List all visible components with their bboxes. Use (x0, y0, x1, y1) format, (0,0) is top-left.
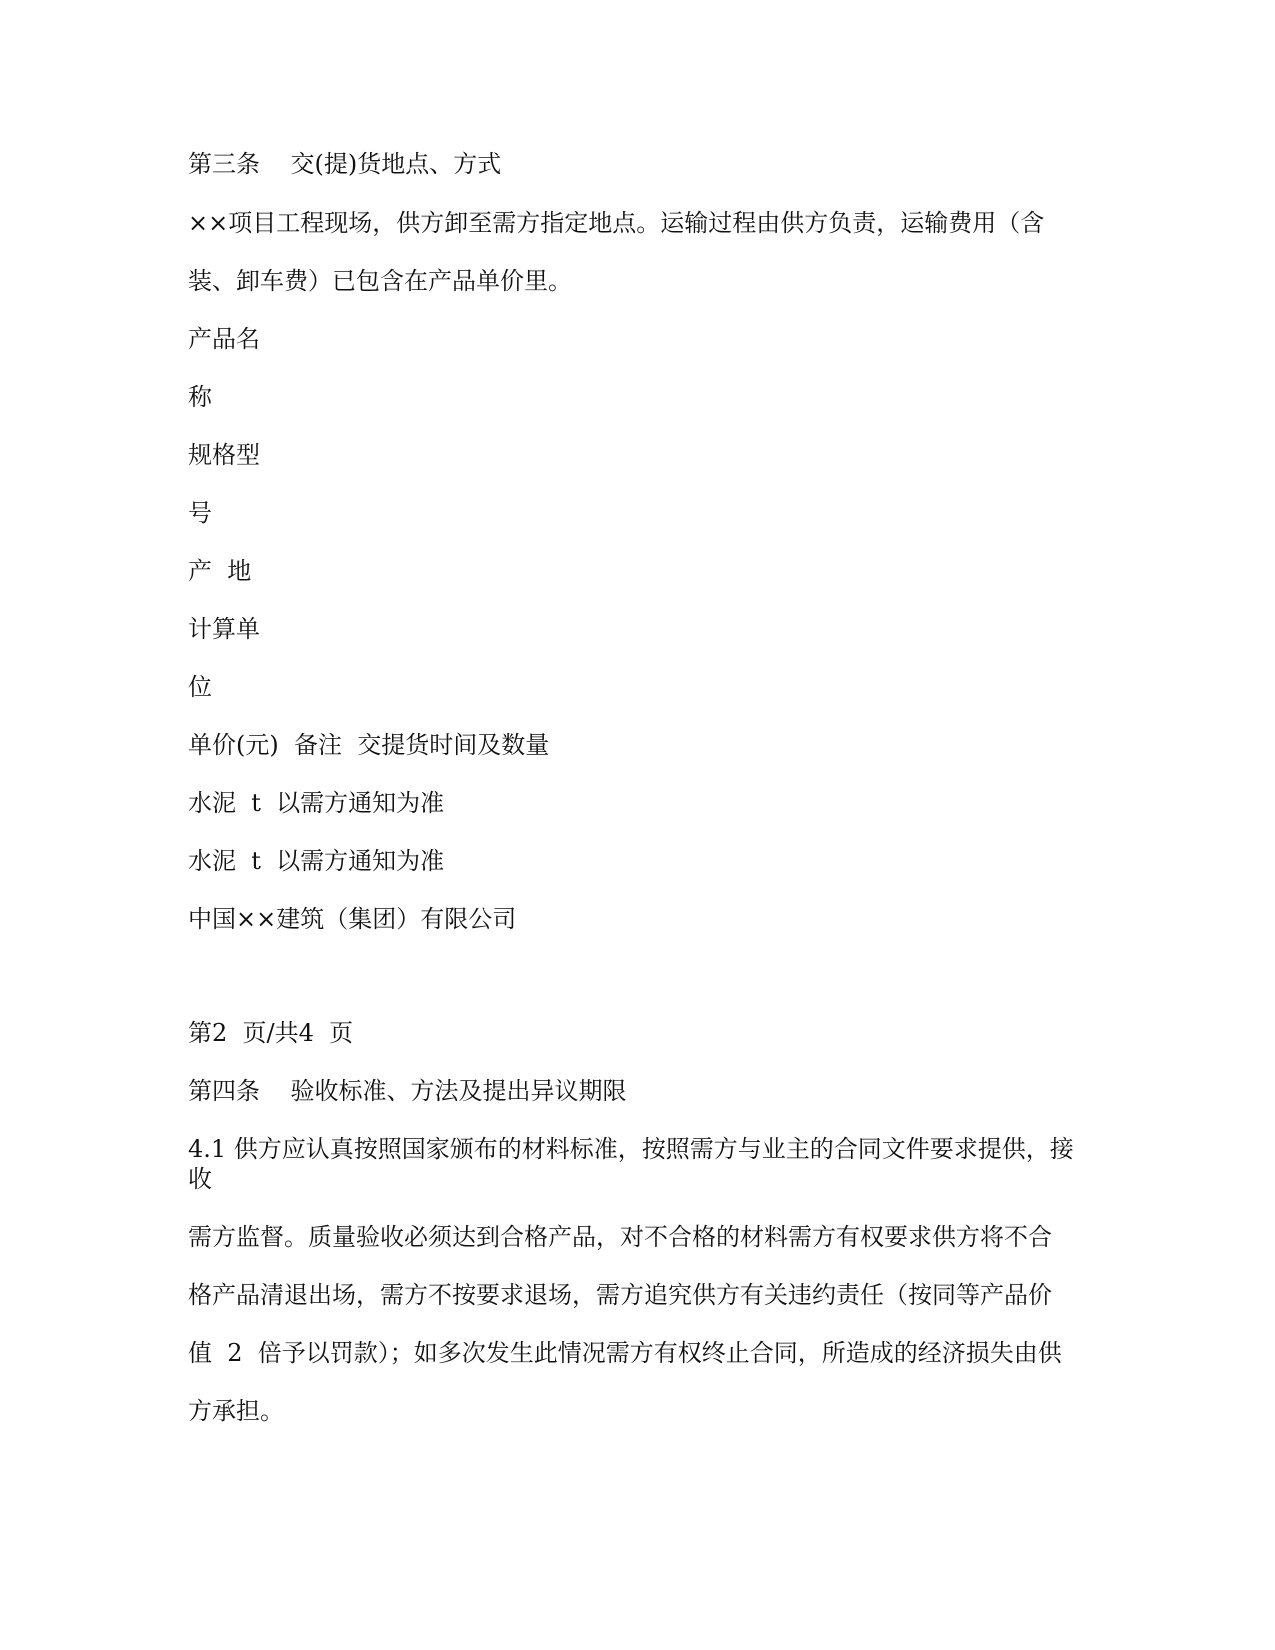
company-name: 中国××建筑（集团）有限公司 (188, 905, 517, 933)
article-4-line-2: 需方监督。质量验收必须达到合格产品，对不合格的材料需方有权要求供方将不合 (188, 1223, 1052, 1251)
article-3-heading: 第三条 交(提)货地点、方式 (188, 150, 502, 178)
page-number: 第2 页/共4 页 (188, 1019, 354, 1047)
table-header-origin: 产 地 (188, 557, 252, 585)
table-header-price-remarks: 单价(元) 备注 交提货时间及数量 (188, 731, 550, 759)
table-header-unit-1: 计算单 (188, 615, 260, 643)
table-header-product-name-2: 称 (188, 383, 212, 411)
article-4-heading: 第四条 验收标准、方法及提出异议期限 (188, 1077, 627, 1105)
table-header-spec-1: 规格型 (188, 441, 260, 469)
article-4-line-5: 方承担。 (188, 1397, 284, 1425)
article-3-paragraph-line-1: ××项目工程现场，供方卸至需方指定地点。运输过程由供方负责，运输费用（含 (188, 209, 1045, 237)
table-header-product-name-1: 产品名 (188, 325, 260, 353)
table-header-unit-2: 位 (188, 673, 212, 701)
table-row-2: 水泥 t 以需方通知为准 (188, 847, 445, 875)
table-row-1: 水泥 t 以需方通知为准 (188, 789, 445, 817)
table-header-spec-2: 号 (188, 499, 212, 527)
clause-4-1: 4.1 供方应认真按照国家颁布的材料标准，按照需方与业主的合同文件要求提供，接收 (188, 1135, 1074, 1193)
article-4-line-3: 格产品清退出场，需方不按要求退场，需方追究供方有关违约责任（按同等产品价 (188, 1281, 1052, 1309)
article-3-paragraph-line-2: 装、卸车费）已包含在产品单价里。 (188, 267, 572, 295)
article-4-line-4: 值 2 倍予以罚款）；如多次发生此情况需方有权终止合同，所造成的经济损失由供 (188, 1339, 1062, 1367)
